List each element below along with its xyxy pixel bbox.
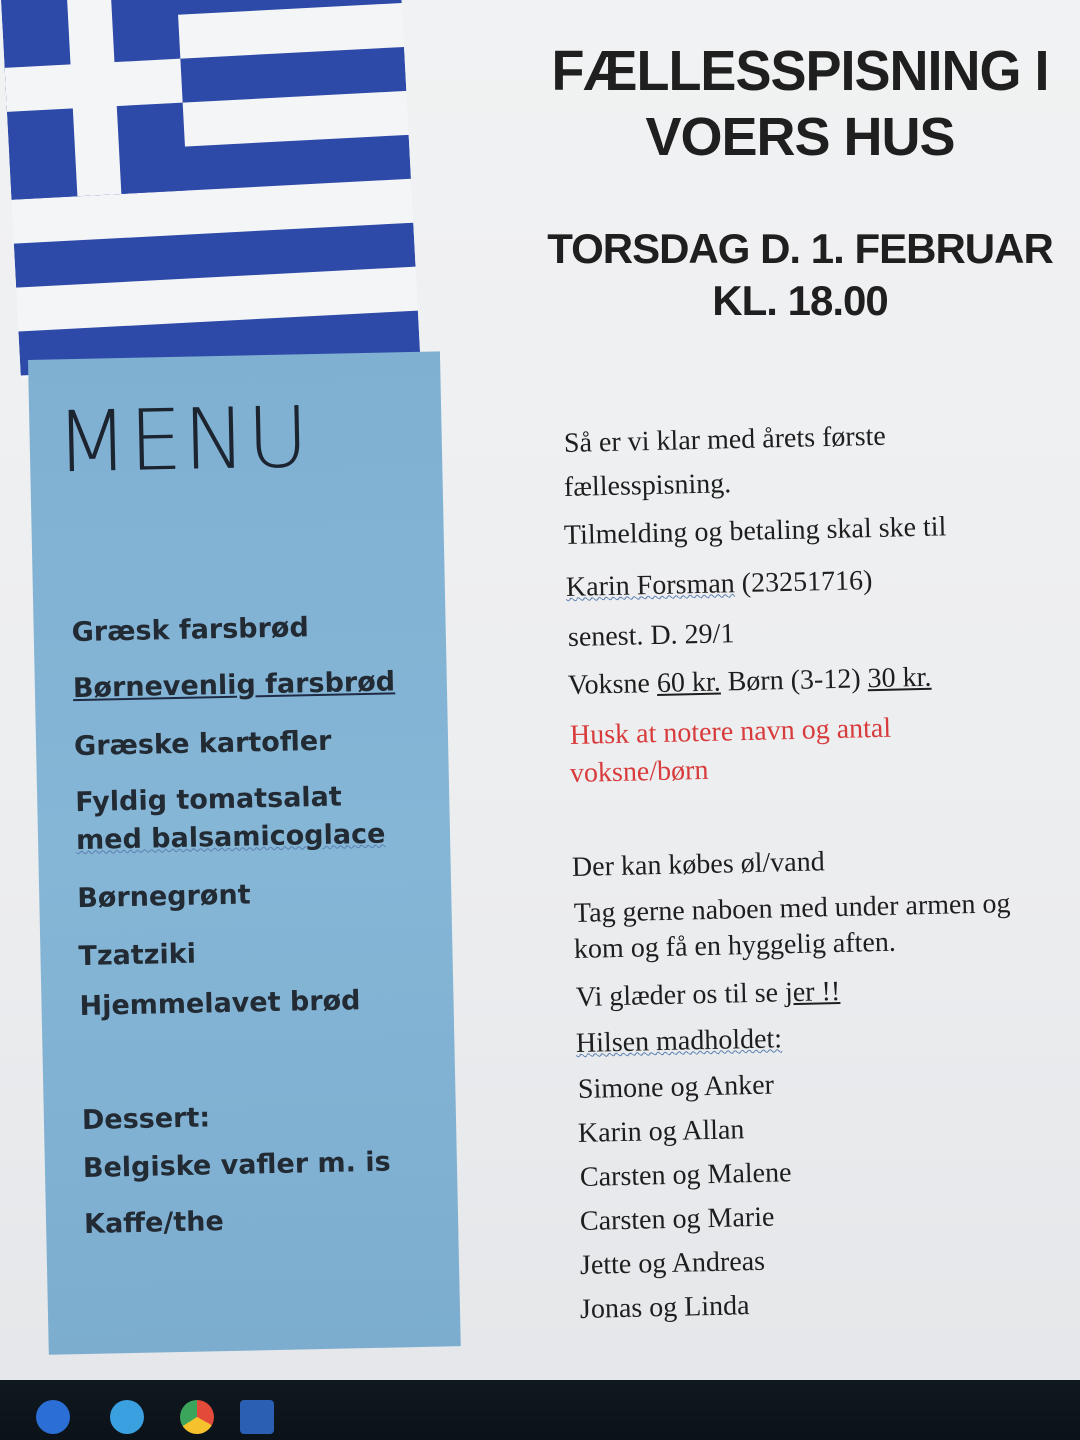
info-line: Tilmelding og betaling skal ske til: [563, 511, 947, 551]
taskbar: [0, 1380, 1080, 1440]
menu-item: Græske kartofler: [73, 725, 332, 763]
menu-item: med balsamicoglace: [75, 818, 386, 857]
menu-item: Græsk farsbrød: [71, 612, 310, 649]
contact-name: Karin Forsman: [565, 568, 736, 603]
reminder-line: voksne/børn: [569, 754, 709, 789]
chrome-icon[interactable]: [180, 1400, 214, 1434]
menu-item: Børnevenlig farsbrød: [72, 666, 396, 705]
host-name: Jonas og Linda: [579, 1290, 750, 1325]
greeting: Hilsen madholdet:: [575, 1023, 783, 1059]
adults-price: 60 kr.: [656, 666, 722, 699]
browser-icon[interactable]: [36, 1400, 70, 1434]
children-label: Børn (3-12): [727, 663, 861, 698]
menu-item: Fyldig tomatsalat: [74, 781, 343, 819]
menu-item: Hjemmelavet brød: [79, 985, 361, 1023]
invite-line: Tag gerne naboen med under armen og: [573, 888, 1011, 929]
event-date: TORSDAG D. 1. FEBRUAR: [547, 225, 1053, 272]
event-time: KL. 18.00: [712, 277, 888, 324]
dessert-item: Kaffe/the: [83, 1206, 225, 1241]
menu-item: Tzatziki: [78, 938, 197, 973]
host-name: Karin og Allan: [577, 1114, 745, 1149]
info-line: fællesspisning.: [563, 468, 732, 503]
invite-line: kom og få en hyggelig aften.: [573, 926, 897, 965]
contact-line: [566, 565, 873, 604]
reminder-line: Husk at notere navn og antal: [569, 712, 892, 751]
app-icon[interactable]: [110, 1400, 144, 1434]
closing-emphasis: jer !!: [784, 976, 841, 1009]
children-price: 30 kr.: [867, 661, 932, 695]
contact-phone: (23251716): [741, 565, 873, 600]
closing-line: [576, 976, 841, 1014]
host-name: Jette og Andreas: [579, 1245, 766, 1281]
menu-item: Børnegrønt: [76, 879, 251, 915]
price-line: [568, 662, 932, 702]
menu-panel: [28, 351, 461, 1354]
info-line: Så er vi klar med årets første: [563, 420, 887, 459]
host-name: Carsten og Marie: [579, 1201, 775, 1237]
dessert-item: Belgiske vafler m. is: [82, 1146, 391, 1185]
adults-label: Voksne: [567, 668, 651, 701]
title-line-2: VOERS HUS: [645, 107, 955, 167]
host-name: Carsten og Malene: [579, 1157, 792, 1193]
word-icon[interactable]: [240, 1400, 274, 1434]
dessert-label: Dessert:: [81, 1102, 211, 1137]
title-line-1: FÆLLESSPISNING I: [551, 39, 1049, 103]
menu-heading: MENU: [54, 388, 311, 492]
greek-flag-image: [0, 0, 420, 379]
closing-text: Vi glæder os til se: [575, 977, 779, 1013]
host-name: Simone og Anker: [577, 1069, 775, 1105]
deadline: senest. D. 29/1: [567, 618, 735, 653]
drinks-line: Der kan købes øl/vand: [571, 846, 825, 883]
